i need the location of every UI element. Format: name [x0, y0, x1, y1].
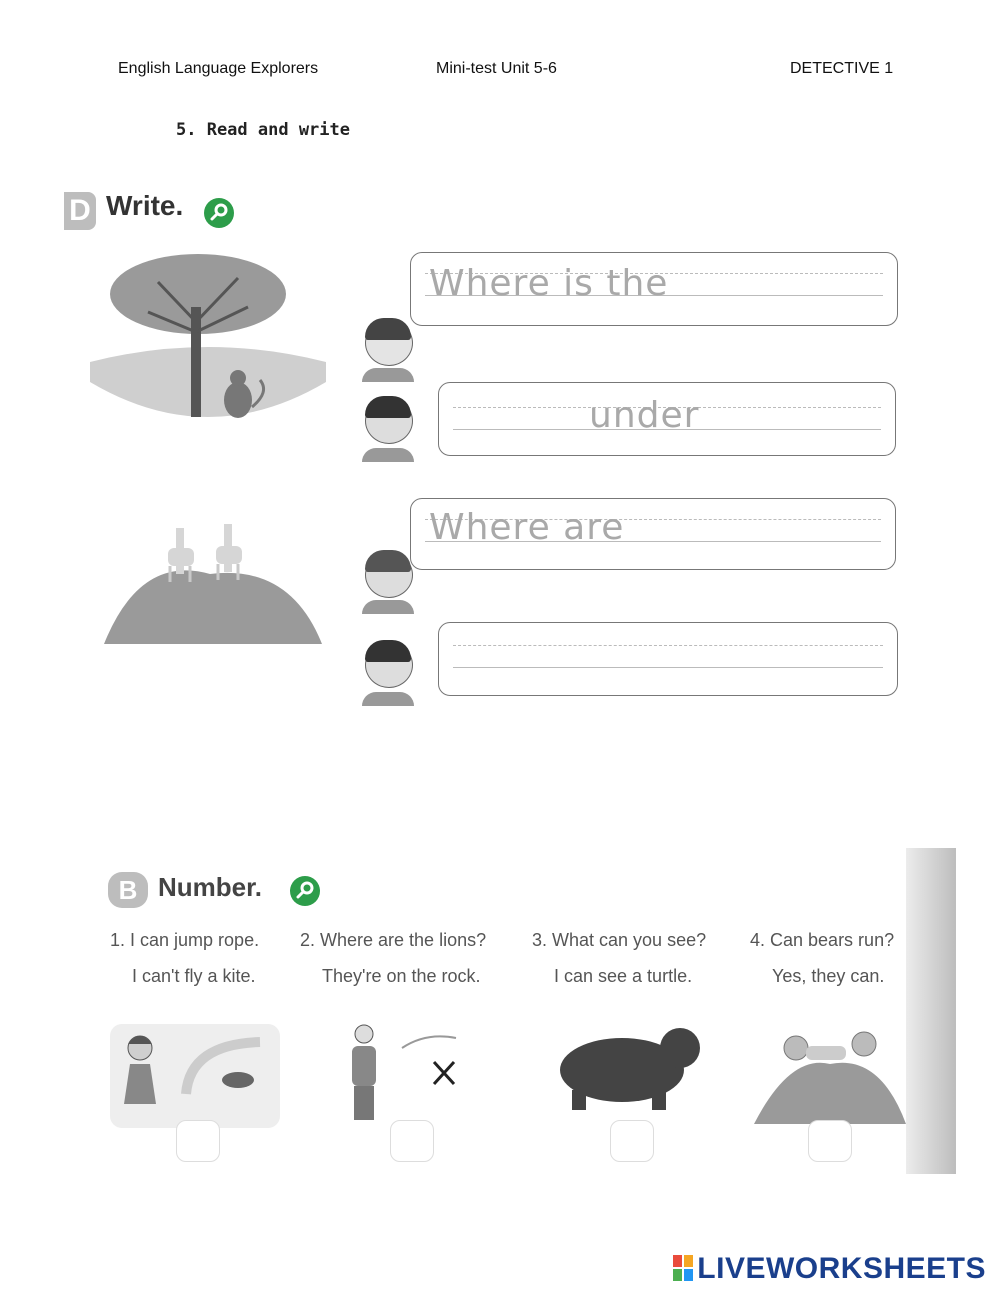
item-answer: They're on the rock.: [322, 966, 481, 986]
section-d-title: Write.: [106, 190, 184, 221]
answer-box[interactable]: [610, 1120, 654, 1162]
liveworksheets-logo-icon: [673, 1255, 693, 1281]
item-answer: I can see a turtle.: [554, 966, 693, 986]
section-d-write: [64, 168, 936, 738]
item-answer: I can't fly a kite.: [132, 966, 256, 986]
logo-text: LIVEWORKSHEETS: [697, 1252, 986, 1285]
bubble-text: Where is the: [429, 263, 669, 304]
answer-box[interactable]: [808, 1120, 852, 1162]
girl-turtle-image: [110, 1024, 280, 1128]
item-question: 2. Where are the lions?: [300, 930, 487, 950]
answer-box[interactable]: [390, 1120, 434, 1162]
bubble-text: Where are: [429, 507, 625, 548]
speech-bubble[interactable]: [410, 252, 898, 326]
lions-rock-image: [750, 1024, 910, 1128]
item-question: 3. What can you see?: [532, 930, 707, 950]
item-question: 4. Can bears run?: [750, 930, 895, 950]
item-question: 1. I can jump rope.: [110, 930, 260, 950]
speech-bubble[interactable]: [438, 622, 898, 696]
section-d-badge: D: [64, 192, 96, 230]
liveworksheets-logo: [673, 1252, 986, 1286]
section-b-title: Number.: [158, 872, 263, 902]
magnify-icon: [204, 198, 234, 228]
question-title: 5. Read and write: [176, 120, 350, 140]
header-level: DETECTIVE 1: [790, 60, 894, 77]
header-test-name: Mini-test Unit 5-6: [436, 60, 557, 77]
section-b-number: [100, 848, 956, 1174]
item-answer: Yes, they can.: [772, 966, 885, 986]
tree-monkey-image: [88, 252, 328, 432]
giraffes-hill-image: [100, 504, 328, 664]
answer-box[interactable]: [176, 1120, 220, 1162]
page-edge-shadow: [906, 848, 956, 1174]
magnify-icon: [290, 876, 320, 906]
section-b-badge: B: [108, 872, 148, 908]
speech-bubble[interactable]: [438, 382, 896, 456]
speech-bubble[interactable]: [410, 498, 896, 570]
bear-image: [552, 1020, 708, 1116]
bubble-text: under: [589, 395, 700, 436]
header-course: English Language Explorers: [118, 60, 319, 77]
